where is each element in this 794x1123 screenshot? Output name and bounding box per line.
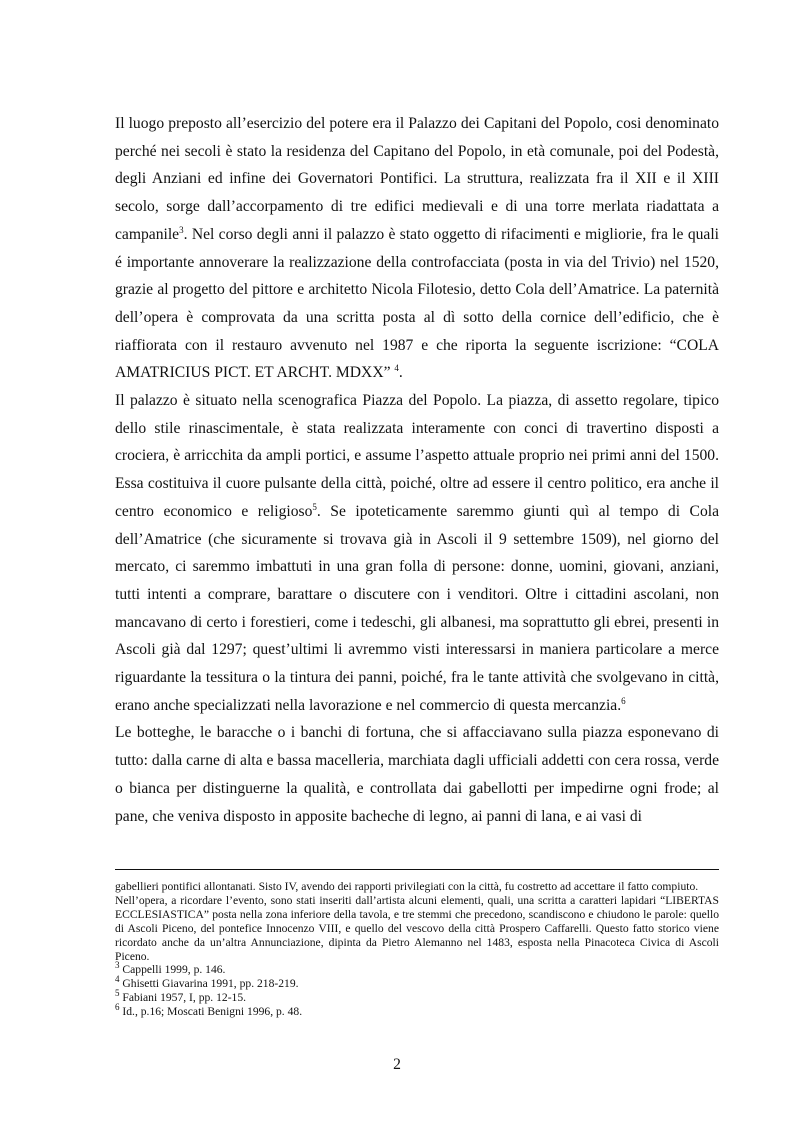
footnotes — [115, 880, 719, 1019]
footnote-5: $^5$ Fabiani 1957, I, pp. 12-15. — [115, 988, 247, 1005]
paragraph-palazzo: Il luogo preposto all’esercizio del potere era il Palazzo dei Capitani del Popolo, cosi denominato perché nei secoli è stato la residenza del Capitano del Popolo, in età comunale, poi del Podestà, degli Anziani ed infine dei Governatori Pontifici. La struttura, realizzata fra il XII e il XIII secolo, sorge dall’accorpamento di tre edifici medievali e di una torre merlata riadattata a campanile$^3$. Nel corso degli anni il palazzo è stato oggetto di rifacimenti e migliorie, fra le quali é importante annoverare la realizzazione della controfacciata (posta in via del Trivio) nel 1520, grazie al progetto del pittore e architetto Nicola Filotesio, detto Cola dell’Amatrice. La paternità dell’opera è comprovata da una scritta posta al dì sotto della cornice dell’edificio, che è riaffiorata con il restauro avvenuto nel 1987 e che riporta la seguente iscrizione: “COLA AMATRICIUS PICT. ET ARCHT. MDXX” $^4$. — [115, 115, 719, 382]
footnote-6: $^6$ Id., p.16; Moscati Benigni 1996, p. 48. — [115, 1002, 303, 1019]
page-number: 2 — [393, 1056, 401, 1073]
footnote-3: $^3$ Cappelli 1999, p. 146. — [115, 960, 226, 977]
paragraph-botteghe: Le botteghe, le baracche o i banchi di fortuna, che si affacciavano sulla piazza esponevano di tutto: dalla carne di alta e bassa macelleria, marchiata dagli ufficiali addetti con cera rossa, verde o bianca per distinguerne la qualità, e controllata dai gabellotti per impedirne ogni frode; al pane, che veniva disposto in apposite bacheche di legno, ai panni di lana, e ai vasi di — [115, 724, 719, 825]
footnote-ref-6: 6 — [621, 695, 626, 706]
footnote-continued: gabellieri pontifici allontanati. Sisto IV, avendo dei rapporti privilegiati con la città, fu costretto ad accettare il fatto compiuto. — [115, 880, 699, 893]
footnote-separator — [115, 869, 719, 870]
footnote-ref-5: 5 — [312, 501, 317, 512]
footnote-4: $^4$ Ghisetti Giavarina 1991, pp. 218-219. — [115, 974, 299, 991]
footnote-ref-3: 3 — [179, 224, 184, 235]
footnote-ref-4: 4 — [394, 363, 399, 374]
body-text — [115, 110, 719, 830]
footnote-continued: Nell’opera, a ricordare l’evento, sono stati inseriti dall’artista alcuni elementi, quali, una scritta a caratteri lapidari “LIBERTAS ECCLESIASTICA” posta nella zona inferiore della tavola, e tre stemmi che precedono, scandiscono e chiudono le parole: quello di Ascoli Piceno, del pontefice Innocenzo VIII, e quello del vescovo della città Prospero Caffarelli. Questo fatto storico viene ricordato anche da un’altra Annunciazione, dipinta da Pietro Alemanno nel 1483, esposta nella Pinacoteca Civica di Ascoli Piceno. — [115, 893, 719, 963]
paragraph-piazza: Il palazzo è situato nella scenografica Piazza del Popolo. La piazza, di assetto regolare, tipico dello stile rinascimentale, è stata realizzata interamente con conci di travertino disposti a crociera, è arricchita da ampli portici, e assume l’aspetto attuale proprio nei primi anni del 1500. Essa costituiva il cuore pulsante della città, poiché, oltre ad essere il centro politico, era anche il centro economico e religioso$^5$. Se ipoteticamente saremmo giunti quì al tempo di Cola dell’Amatrice (che sicuramente si trovava già in Ascoli il 9 settembre 1509), nel giorno del mercato, ci saremmo imbattuti in una gran folla di persone: donne, uomini, giovani, anziani, tutti intenti a comprare, barattare o discutere con i venditori. Oltre i cittadini ascolani, non mancavano di certo i forestieri, come i tedeschi, gli albanesi, ma soprattutto gli ebrei, presenti in Ascoli già dal 1297; quest’ultimi li avremmo visti interessarsi in maniera particolare a merce riguardante la tessitura o la tintura dei panni, poiché, fra le tante attività che svolgevano in città, erano anche specializzati nella lavorazione e nel commercio di questa mercanzia.$^6$ — [115, 392, 720, 714]
